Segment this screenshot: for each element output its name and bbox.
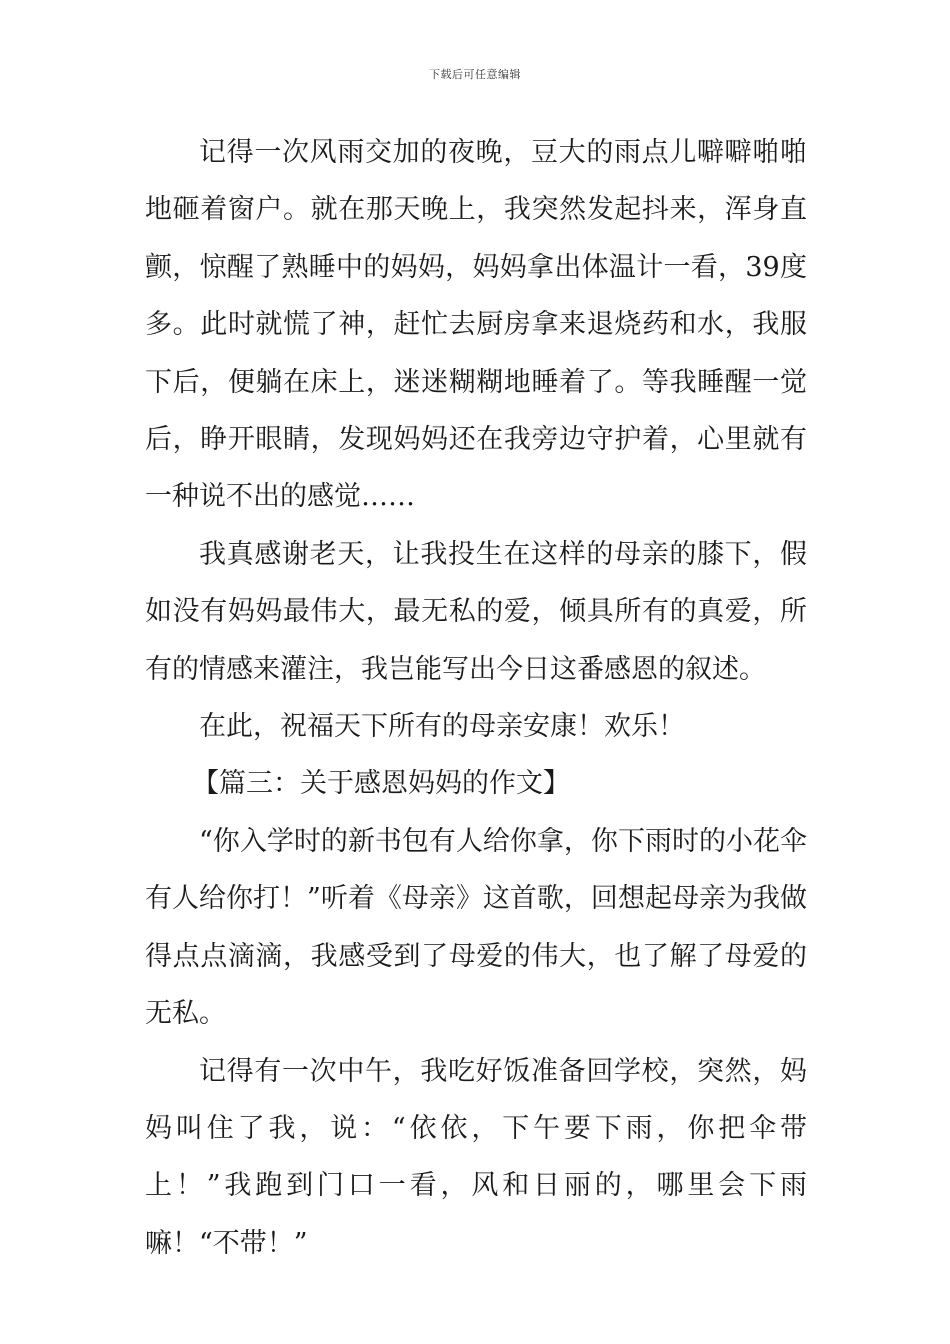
document-body: [145, 124, 807, 1272]
paragraph-blessing: 在此，祝福天下所有的母亲安康！欢乐！: [199, 711, 685, 743]
paragraph-fever-night: 记得一次风雨交加的夜晚，豆大的雨点儿噼噼啪啪地砸着窗户。就在那天晚上，我突然发起抖来，浑身直颤，惊醒了熟睡中的妈妈，妈妈拿出体温计一看，39度多。此时就慌了神，赶忙去厨房拿来退烧药和水，我服下后，便躺在床上，迷迷糊糊地睡着了。等我睡醒一觉后，睁开眼睛，发现妈妈还在我旁边守护着，心里就有一种说不出的感觉……: [145, 137, 807, 513]
paragraph-song: “你入学时的新书包有人给你拿，你下雨时的小花伞有人给你打！”听着《母亲》这首歌，回想起母亲为我做得点点滴滴，我感受到了母爱的伟大，也了解了母爱的无私。: [145, 825, 807, 1030]
page-header: 下载后可任意编辑: [429, 68, 521, 81]
section-heading: 【篇三：关于感恩妈妈的作文】: [192, 768, 570, 800]
paragraph-gratitude: 我真感谢老天，让我投生在这样的母亲的膝下，假如没有妈妈最伟大，最无私的爱，倾具所有的真爱，所有的情感来灌注，我岂能写出今日这番感恩的叙述。: [145, 538, 807, 685]
paragraph-umbrella: 记得有一次中午，我吃好饭准备回学校，突然，妈妈叫住了我，说：“依依，下午要下雨，你把伞带上！”我跑到门口一看，风和日丽的，哪里会下雨嘛！“不带！”: [145, 1055, 807, 1259]
